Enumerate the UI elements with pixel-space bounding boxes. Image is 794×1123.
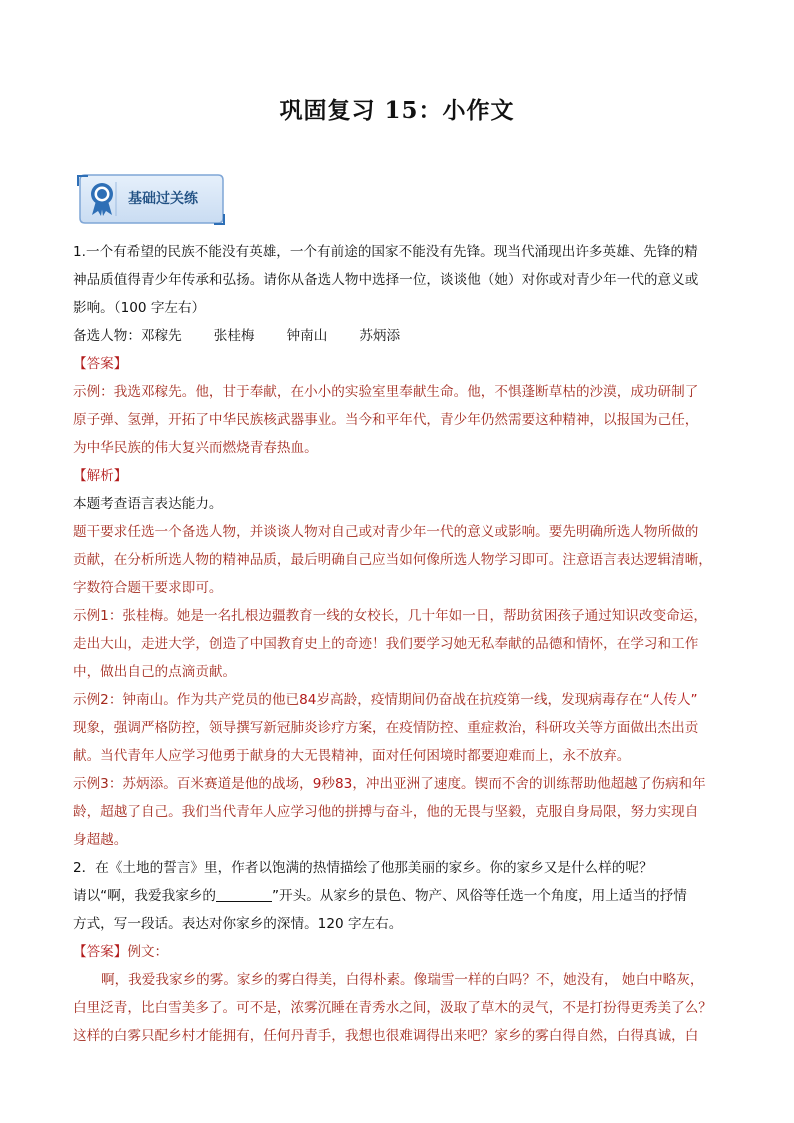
award-ribbon-icon: [88, 181, 116, 217]
question-2: [73, 854, 723, 938]
example-2-quote: “人传人”: [642, 692, 698, 708]
example-2-age: 84: [299, 692, 317, 708]
question-2-answer-heading: [73, 938, 723, 966]
page-title: 巩固复习 15：小作文: [279, 97, 515, 124]
candidate-name: 苏炳添: [359, 328, 401, 344]
answer-line: 为中华民族的伟大复兴而燃烧青春热血。: [73, 440, 318, 456]
question-1: [73, 238, 723, 350]
question-text-line: [73, 882, 723, 910]
example-3-seconds: 9: [312, 776, 322, 792]
analysis-line: 题干要求任选一个备选人物，并谈谈人物对自己或对青少年一代的意义或影响。要先明确所选人物所做的: [73, 524, 699, 540]
question-text-line: 1.一个有希望的民族不能没有英雄，一个有前途的国家不能没有先锋。现当代涌现出许多英雄、先锋的精: [73, 244, 698, 260]
example-3-line: [73, 770, 723, 798]
question-text: ”开头。从家乡的景色、物产、风俗等任选一个角度，用上适当的抒情: [271, 888, 687, 904]
question-text-line: 2．在《土地的誓言》里，作者以饱满的热情描绘了他那美丽的家乡。你的家乡又是什么样的呢？: [73, 860, 653, 876]
example-3-text: 示例3：苏炳添。百米赛道是他的战场，: [73, 776, 313, 792]
question-text: 请以“啊，我爱我家乡的: [73, 888, 216, 904]
analysis-intro: 本题考查语言表达能力。: [73, 496, 223, 512]
example-2-text: 岁高龄，疫情期间仍奋战在抗疫第一线，发现病毒存在: [316, 692, 643, 708]
candidate-label: 备选人物：: [73, 328, 141, 344]
example-2-line: [73, 686, 723, 714]
answer-line: 这样的白雾只配乡村才能拥有，任何丹青手，我想也很难调得出来吧？家乡的雾白得自然，白得真诚，白: [73, 1028, 699, 1044]
example-1-line: 中，做出自己的点滴贡献。: [73, 664, 237, 680]
question-2-answer: [73, 966, 723, 1050]
example-3-line: 身超越。: [73, 832, 128, 848]
document-body: [73, 238, 723, 1050]
analysis-tag: 【解析】: [73, 468, 128, 484]
example-3-hundredths: 83: [335, 776, 353, 792]
answer-tag: 【答案】: [73, 356, 128, 372]
answer-heading-suffix: 例文：: [127, 944, 169, 960]
analysis-section: [73, 490, 723, 854]
example-3-text: 秒: [321, 776, 335, 792]
candidate-name: 钟南山: [286, 328, 328, 344]
candidate-list: [73, 322, 723, 350]
section-banner: [76, 172, 226, 226]
answer-line: 白里泛青，比白雪美多了。可不是，浓雾沉睡在青秀水之间，汲取了草木的灵气，不是打扮得更秀美了么？: [73, 1000, 712, 1016]
answer-line: 啊，我爱我家乡的雾。家乡的雾白得美，白得朴素。像瑞雪一样的白吗？不，她没有， 她白中略灰，: [101, 972, 704, 988]
example-3-line: 龄，超越了自己。我们当代青年人应学习他的拼搏与奋斗，他的无畏与坚毅，克服自身局限，努力实现自: [73, 804, 699, 820]
candidate-name: 张桂梅: [213, 328, 255, 344]
question-text-line: 方式，写一段话。表达对你家乡的深情。120 字左右。: [73, 916, 403, 932]
example-2-text: 示例2：钟南山。作为共产党员的他已: [73, 692, 300, 708]
question-text-line: 神品质值得青少年传承和弘扬。请你从备选人物中选择一位，谈谈他（她）对你或对青少年一代的意义或: [73, 272, 699, 288]
banner-label: 基础过关练: [128, 191, 198, 207]
fill-blank: [216, 887, 272, 902]
example-1-line: 走出大山，走进大学，创造了中国教育史上的奇迹！我们要学习她无私奉献的品德和情怀，在学习和工作: [73, 636, 699, 652]
example-2-line: 现象，强调严格防控，领导撰写新冠肺炎诊疗方案，在疫情防控、重症救治，科研攻关等方面做出杰出贡: [73, 720, 699, 736]
example-2-line: 献。当代青年人应学习他勇于献身的大无畏精神，面对任何困境时都要迎难而上，永不放弃。: [73, 748, 631, 764]
analysis-line: 贡献，在分析所选人物的精神品质，最后明确自己应当如何像所选人物学习即可。注意语言表达逻辑清晰，: [73, 552, 712, 568]
question-1-answer: [73, 378, 723, 462]
answer-tag: 【答案】: [73, 944, 128, 960]
example-1-line: 示例1：张桂梅。她是一名扎根边疆教育一线的女校长，几十年如一日，帮助贫困孩子通过知识改变命运，: [73, 608, 707, 624]
analysis-line: 字数符合题干要求即可。: [73, 580, 223, 596]
example-3-text: ，冲出亚洲了速度。锲而不舍的训练帮助他超越了伤病和年: [352, 776, 706, 792]
answer-line: 原子弹、氢弹，开拓了中华民族核武器事业。当今和平年代，青少年仍然需要这种精神，以报国为己任，: [73, 412, 699, 428]
question-text-line: 影响。（100 字左右）: [73, 300, 206, 316]
candidate-name: 邓稼先: [140, 328, 182, 344]
answer-line: 示例：我选邓稼先。他，甘于奉献，在小小的实验室里奉献生命。他，不惧蓬断草枯的沙漠，成功研制了: [73, 384, 699, 400]
